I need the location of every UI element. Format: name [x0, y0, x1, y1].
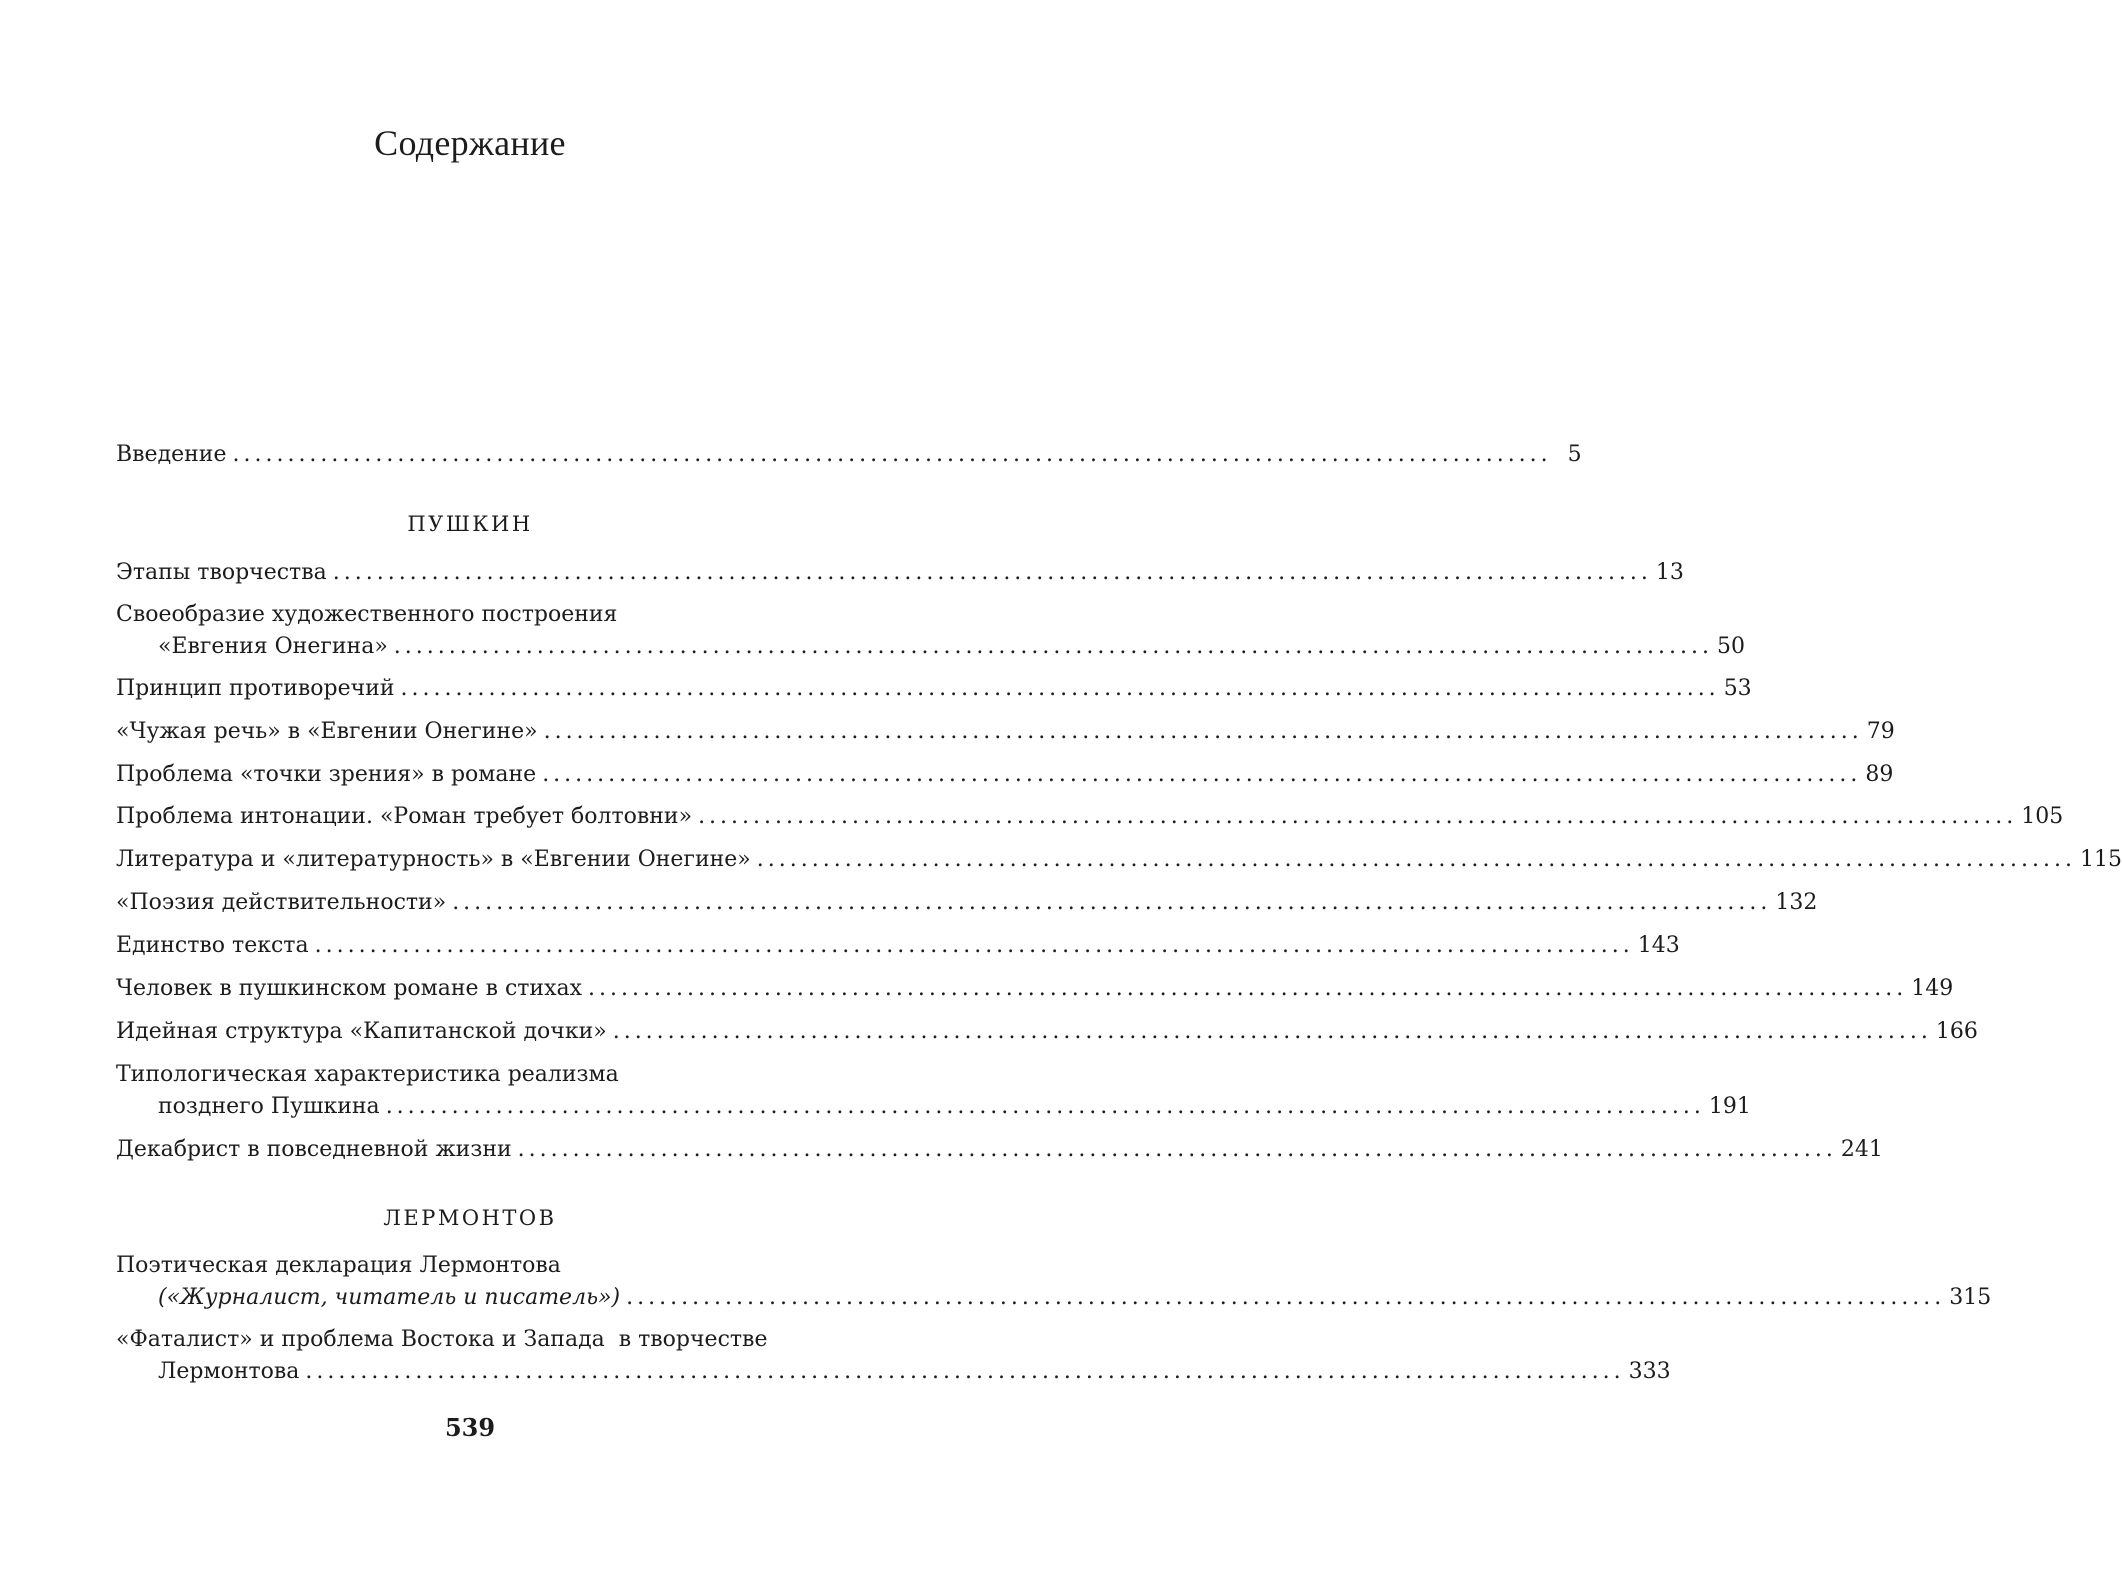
dot-leader: ........................................................................................................................	[314, 933, 1634, 958]
toc-entry-label: Идейная структура «Капитанской дочки»	[116, 1019, 607, 1044]
toc-entry-label: Проблема «точки зрения» в романе	[116, 762, 537, 787]
toc-entry-page: 191	[1708, 1094, 1751, 1119]
toc-entry-label: Поэтическая декларация Лермонтова	[116, 1253, 561, 1278]
toc-entry-page: 115	[2079, 847, 2122, 872]
toc-entry	[116, 557, 1684, 589]
toc-entry-label: Единство текста	[116, 933, 309, 958]
toc-entry-page: 53	[1723, 676, 1752, 701]
dot-leader: ........................................................................................................................	[543, 719, 1863, 744]
toc-entry	[116, 759, 1894, 791]
toc-entry-page: 132	[1775, 890, 1818, 915]
toc-entry-label: «Чужая речь» в «Евгении Онегине»	[116, 719, 538, 744]
dot-leader: ........................................................................................................................	[612, 1019, 1932, 1044]
dot-leader: ........................................................................................................................	[588, 976, 1908, 1001]
toc-entry	[116, 973, 1954, 1005]
toc-entry-label-cont: Лермонтова	[158, 1359, 300, 1384]
toc-entry-page: 333	[1628, 1359, 1671, 1384]
toc-entry-page: 79	[1866, 719, 1895, 744]
toc-entry	[116, 1324, 1671, 1388]
dot-leader: ........................................................................................................................	[393, 634, 1713, 659]
toc-entry	[116, 1250, 1992, 1314]
toc-entry-page: 89	[1865, 762, 1894, 787]
toc-entry-label: Этапы творчества	[116, 560, 327, 585]
toc-entry-page: 50	[1716, 634, 1745, 659]
toc-entry-label: Своеобразие художественного построения	[116, 602, 618, 627]
toc-entry-label: Принцип противоречий	[116, 676, 395, 701]
toc-entry-page: 143	[1637, 933, 1680, 958]
section-heading-lermontov: ЛЕРМОНТОВ	[383, 1206, 557, 1230]
toc-entry-label-cont: («Журналист, читатель и писатель»)	[158, 1285, 621, 1310]
toc-entry-label-cont: позднего Пушкина	[158, 1094, 380, 1119]
toc-entry-intro	[116, 439, 1582, 471]
toc-entry	[116, 716, 1895, 748]
toc-entry-label-cont: «Евгения Онегина»	[158, 634, 388, 659]
toc-entry-label: Типологическая характеристика реализма	[116, 1062, 619, 1087]
toc-entry-label: Человек в пушкинском романе в стихах	[116, 976, 583, 1001]
toc-entry	[116, 673, 1752, 705]
toc-entry	[116, 930, 1680, 962]
dot-leader: ........................................................................................................................	[698, 804, 2018, 829]
toc-entry-page: 5	[1567, 442, 1582, 467]
toc-entry	[116, 887, 1818, 919]
page-title: Содержание	[374, 123, 566, 163]
dot-leader: ........................................................................................................................	[332, 560, 1652, 585]
toc-entry	[116, 1134, 1883, 1166]
toc-entry-label: Проблема интонации. «Роман требует болтовни»	[116, 804, 693, 829]
toc-entry-label: «Поэзия действительности»	[116, 890, 447, 915]
page-number: 539	[444, 1413, 496, 1442]
toc-entry-page: 105	[2021, 804, 2064, 829]
dot-leader: ........................................................................................................................	[626, 1285, 1946, 1310]
toc-entry-label: Литература и «литературность» в «Евгении Онегине»	[116, 847, 751, 872]
toc-entry-label: Введение	[116, 442, 227, 467]
toc-entry-page: 166	[1935, 1019, 1978, 1044]
toc-entry-page: 149	[1911, 976, 1954, 1001]
toc-entry-page: 315	[1949, 1285, 1992, 1310]
toc-entry-label: «Фаталист» и проблема Востока и Запада в творчестве	[116, 1327, 768, 1352]
dot-leader: ........................................................................................................................	[452, 890, 1772, 915]
toc-entry	[116, 801, 2064, 833]
dot-leader: ........................................................................................................................	[232, 442, 1552, 467]
toc-entry	[116, 599, 1745, 663]
toc-entry	[116, 1016, 1978, 1048]
toc-entry-page: 13	[1655, 560, 1684, 585]
toc-entry-page: 241	[1840, 1137, 1883, 1162]
toc-entry	[116, 1059, 1751, 1123]
toc-entry-label: Декабрист в повседневной жизни	[116, 1137, 512, 1162]
toc-entry	[116, 844, 2122, 876]
dot-leader: ........................................................................................................................	[517, 1137, 1837, 1162]
dot-leader: ........................................................................................................................	[400, 676, 1720, 701]
dot-leader: ........................................................................................................................	[756, 847, 2076, 872]
dot-leader: ........................................................................................................................	[305, 1359, 1625, 1384]
section-heading-pushkin: ПУШКИН	[407, 512, 533, 536]
dot-leader: ........................................................................................................................	[385, 1094, 1705, 1119]
dot-leader: ........................................................................................................................	[542, 762, 1862, 787]
